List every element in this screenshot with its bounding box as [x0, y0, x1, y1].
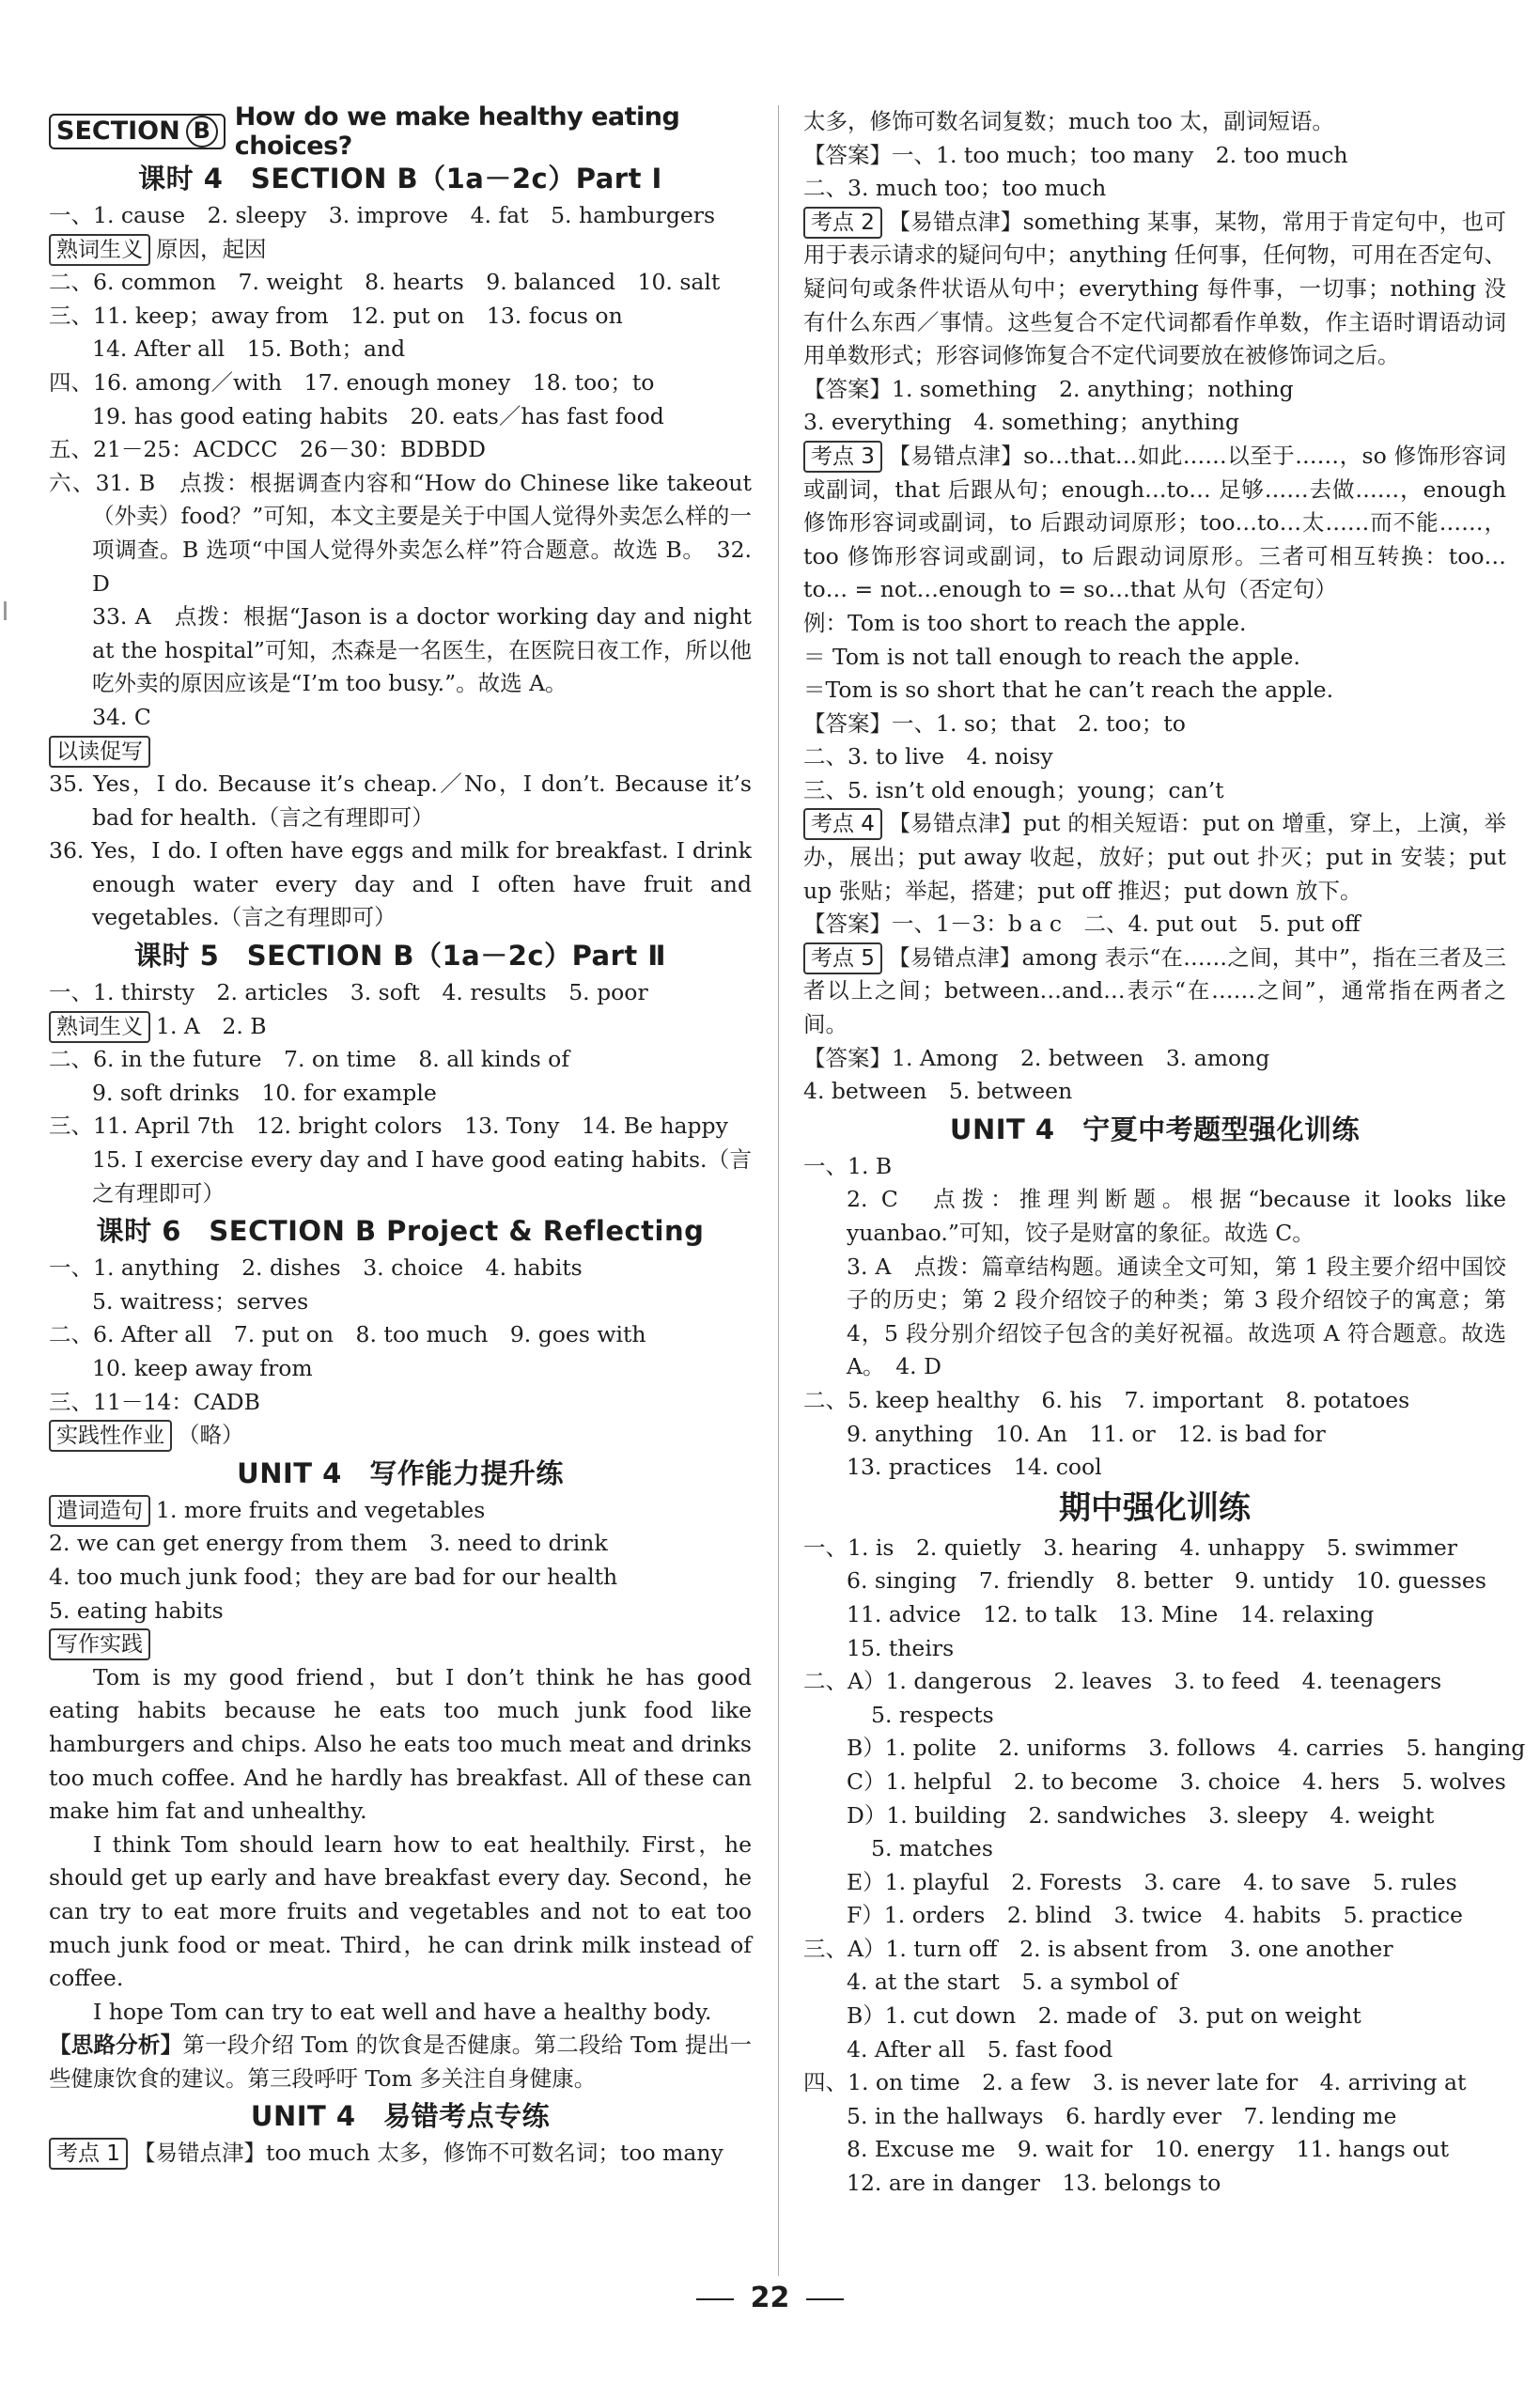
- tag-qianci: 遣词造句: [49, 1495, 150, 1527]
- answer-line: 【答案】一、1. so；that 2. too；to: [803, 709, 1186, 737]
- answer-line: 5. eating habits: [49, 1596, 224, 1624]
- answer-line: 2. we can get energy from them 3. need to drink: [49, 1530, 608, 1557]
- answer-line: 14. After all 15. Both；and: [92, 335, 406, 363]
- answer-line: 二、6. common 7. weight 8. hearts 9. balanced 10. salt: [49, 269, 721, 296]
- answer-line: 三、11. keep；away from 12. put on 13. focus on: [49, 302, 623, 329]
- answer-line: 9. anything 10. An 11. or 12. is bad for: [847, 1420, 1326, 1447]
- kaodian-1-text: 【易错点津】too much 太多，修饰不可数名词；too many: [132, 2140, 723, 2167]
- answer-line: D）1. building 2. sandwiches 3. sleepy 4. weight: [847, 1801, 1435, 1829]
- essay-paragraph: Tom is my good friend，but I don’t think he has good eating habits because he eats too much junk food like hamburgers and chips. Also he eats too much meat and drinks too much coffee. And he hardly has breakfast. All of these can make him fat and unhealthy.: [49, 1663, 752, 1825]
- answer-line: 三、5. isn’t old enough；young；can’t: [803, 776, 1224, 803]
- answer-line: [49, 1494, 752, 1528]
- kaodian-3-text: 【易错点津】so…that…如此……以至于……，so 修饰形容词或副词，that 后跟从句；enough…to… 足够……去做……，enough 修饰形容词或副词，to 后跟动词原形；too…to…太……而不能……，too 修饰形容词或副词，to 后跟动词原形。三者可相互转换：too…to… = not…enough to = so…that 从句（否定句）: [803, 442, 1506, 603]
- kaodian-2: [803, 206, 1506, 373]
- answer-line: 一、1. cause 2. sleepy 3. improve 4. fat 5. hamburgers: [49, 202, 716, 228]
- answer-line: [49, 1010, 752, 1044]
- kaodian-3-tag: 考点 3: [803, 441, 882, 473]
- answer-line: 四、1. on time 2. a few 3. is never late for 4. arriving at: [803, 2069, 1467, 2096]
- answer-line: 二、A）1. dangerous 2. leaves 3. to feed 4. teenagers: [803, 1668, 1442, 1695]
- section-label: SECTION: [56, 117, 180, 146]
- answer-line: 三、11. April 7th 12. bright colors 13. Tony 14. Be happy: [49, 1113, 728, 1140]
- answer-line: 12. are in danger 13. belongs to: [847, 2170, 1221, 2197]
- kaodian-line: [49, 2137, 752, 2171]
- answer-line: 一、1. is 2. quietly 3. hearing 4. unhappy 5. swimmer: [803, 1534, 1458, 1561]
- tag-shuci: 熟词生义: [49, 1011, 150, 1043]
- answer-text: 1. more fruits and vegetables: [156, 1496, 486, 1523]
- answer-text: 1. A 2. B: [156, 1012, 267, 1039]
- page-number: 22: [750, 2281, 790, 2314]
- answer-line: 二、6. in the future 7. on time 8. all kinds of: [49, 1046, 570, 1073]
- answer-line: 15. I exercise every day and I have good eating habits.（言之有理即可）: [92, 1146, 752, 1207]
- answer-line: 二、3. much too；too much: [803, 175, 1107, 202]
- section-badge: [49, 114, 226, 149]
- example-line: 例：Tom is too short to reach the apple.: [803, 609, 1247, 636]
- tag-shijian: 实践性作业: [49, 1420, 172, 1452]
- answer-line: [49, 1419, 752, 1453]
- essay-paragraph: I hope Tom can try to eat well and have a healthy body.: [93, 1998, 712, 2025]
- analysis-text: 第一段介绍 Tom 的饮食是否健康。第二段给 Tom 提出一些健康饮食的建议。第三段呼吁 Tom 多关注自身健康。: [49, 2032, 752, 2092]
- answer-line: 3. A 点拨：篇章结构题。通读全文可知，第 1 段主要介绍中国饺子的历史；第 2 段介绍饺子的种类；第 3 段介绍饺子的寓意；第 4，5 段分别介绍饺子包含的美好祝福。故选项 A 符合题意。故选 A。 4. D: [847, 1253, 1506, 1380]
- answer-line: 10. keep away from: [92, 1355, 313, 1381]
- answer-line: 19. has good eating habits 20. eats／has fast food: [92, 402, 664, 429]
- analysis-label: 【思路分析】: [49, 2032, 183, 2059]
- answer-line: F）1. orders 2. blind 3. twice 4. habits 5. practice: [847, 1902, 1463, 1929]
- answer-line: 二、6. After all 7. put on 8. too much 9. goes with: [49, 1321, 646, 1348]
- answer-line: 六、31. B 点拨：根据调查内容和“How do Chinese like takeout（外卖）food？”可知，本文主要是关于中国人觉得外卖怎么样的一项调查。B 选项“中国人觉得外卖怎么样”符合题意。故选 B。 32. D: [49, 469, 752, 597]
- kaodian-2-tag: 考点 2: [803, 207, 882, 239]
- midterm-title: 期中强化训练: [1059, 1488, 1251, 1527]
- answer-line: 4. too much junk food；they are bad for our health: [49, 1563, 618, 1590]
- tag-shuci: 熟词生义: [49, 234, 150, 266]
- answer-line: E）1. playful 2. Forests 3. care 4. to save 5. rules: [847, 1868, 1457, 1895]
- answer-line: 二、3. to live 4. noisy: [803, 743, 1053, 771]
- answer-line: 15. theirs: [847, 1634, 955, 1661]
- essay-paragraph: I think Tom should learn how to eat healthily. First，he should get up early and have breakfast every day. Second，he can try to eat more fruits and vegetables and not to eat too much junk food or meat. Third，he can drink milk instead of coffee.: [49, 1830, 752, 1992]
- section-header: [49, 102, 752, 161]
- answer-line: 三、11－14：CADB: [49, 1388, 260, 1415]
- section-letter: B: [186, 116, 218, 148]
- answer-line: C）1. helpful 2. to become 3. choice 4. hers 5. wolves: [847, 1767, 1506, 1795]
- answer-line: 4. After all 5. fast food: [847, 2035, 1113, 2063]
- binding-mark: [4, 601, 7, 620]
- answer-line: 9. soft drinks 10. for example: [92, 1079, 437, 1106]
- answer-line: 33. A 点拨：根据“Jason is a doctor working day and night at the hospital”可知，杰森是一名医生，在医院日夜工作，所以他吃外卖的原因应该是“I’m too busy.”。故选 A。: [92, 603, 752, 697]
- column-divider: [778, 105, 779, 2276]
- kaodian-1-cont: 太多，修饰可数名词复数；much too 太，副词短语。: [803, 108, 1334, 134]
- tag-yidu: 以读促写: [49, 736, 150, 768]
- answer-line: B）1. polite 2. uniforms 3. follows 4. carries 5. hanging: [847, 1735, 1526, 1762]
- answer-line: 5. in the hallways 6. hardly ever 7. lending me: [847, 2102, 1397, 2129]
- page-footer: [0, 2281, 1540, 2314]
- kaodian-3: [803, 440, 1506, 607]
- kaodian-5: [803, 942, 1506, 1042]
- answer-line: 一、1. anything 2. dishes 3. choice 4. habits: [49, 1254, 583, 1282]
- answer-line: [49, 233, 752, 267]
- kaodian-5-text: 【易错点津】among 表示“在……之间，其中”，指在三者及三者以上之间；between…and…表示“在……之间”，通常指在两者之间。: [803, 943, 1506, 1038]
- answer-line: 5. matches: [871, 1835, 993, 1862]
- answer-line: 一、1. B: [803, 1152, 893, 1179]
- kaodian-5-tag: 考点 5: [803, 942, 882, 974]
- answer-line: 一、1. thirsty 2. articles 3. soft 4. results 5. poor: [49, 979, 648, 1006]
- writing-title: UNIT 4 写作能力提升练: [237, 1456, 564, 1489]
- tag-line: [49, 735, 752, 769]
- footer-dash: [806, 2298, 844, 2300]
- kaodian-4-tag: 考点 4: [803, 808, 882, 840]
- answer-line: 3. everything 4. something；anything: [803, 409, 1240, 436]
- section-question: How do we make healthy eating choices?: [234, 102, 680, 161]
- answer-line: 35. Yes，I do. Because it’s cheap.／No，I don’t. Because it’s bad for health.（言之有理即可）: [49, 771, 752, 831]
- footer-dash: [696, 2298, 734, 2300]
- answer-line: 【答案】一、1－3：b a c 二、4. put out 5. put off: [803, 911, 1361, 938]
- answer-line: 4. between 5. between: [803, 1078, 1073, 1105]
- kaodian-4-text: 【易错点津】put 的相关短语：put on 增重，穿上，上演，举办，展出；put away 收起，放好；put out 扑灭；put in 安装；put up 张贴；举起，搭建；put off 推迟；put down 放下。: [803, 810, 1506, 904]
- answer-line: 34. C: [92, 703, 151, 730]
- tag-line: [49, 1627, 752, 1661]
- example-line: ＝ Tom is not tall enough to reach the apple.: [803, 643, 1300, 670]
- analysis: [49, 2029, 752, 2095]
- example-line: ＝Tom is so short that he can’t reach the apple.: [803, 677, 1334, 704]
- kaodian-1-tag: 考点 1: [49, 2138, 128, 2170]
- answer-line: 四、16. among／with 17. enough money 18. too；to: [49, 368, 655, 396]
- right-column: [803, 105, 1526, 2201]
- answer-line: 36. Yes，I do. I often have eggs and milk for breakfast. I drink enough water every day and I often have fruit and vegetables.（言之有理即可）: [49, 837, 752, 931]
- kaodian-2-text: 【易错点津】something 某事，某物，常用于肯定句中，也可用于表示请求的疑问句中；anything 任何事，任何物，可用在否定句、疑问句或条件状语从句中；everything 每件事，一切事；nothing 没有什么东西／事情。这些复合不定代词都看作单数，作主语时谓语动词用单数形式；形容词修饰复合不定代词要放在被修饰词之后。: [803, 208, 1506, 369]
- error-title: UNIT 4 易错考点专练: [250, 2100, 551, 2133]
- left-column: [49, 102, 752, 2171]
- lesson4-title: 课时 4 SECTION B（1a－2c）Part Ⅰ: [138, 163, 662, 195]
- answer-text: （略）: [178, 1422, 244, 1449]
- answer-line: 8. Excuse me 9. wait for 10. energy 11. hangs out: [847, 2136, 1450, 2163]
- answer-line: 5. respects: [871, 1701, 994, 1728]
- answer-line: 二、5. keep healthy 6. his 7. important 8. potatoes: [803, 1386, 1410, 1413]
- answer-line: 三、A）1. turn off 2. is absent from 3. one another: [803, 1935, 1393, 1962]
- answer-line: 13. practices 14. cool: [847, 1454, 1102, 1481]
- ningxia-title: UNIT 4 宁夏中考题型强化训练: [949, 1113, 1361, 1145]
- answer-line: B）1. cut down 2. made of 3. put on weight: [847, 2002, 1361, 2030]
- tag-xiezuo: 写作实践: [49, 1628, 150, 1660]
- kaodian-4: [803, 807, 1506, 908]
- answer-line: 【答案】一、1. too much；too many 2. too much: [803, 141, 1348, 168]
- answer-line: 【答案】1. something 2. anything；nothing: [803, 375, 1294, 402]
- answer-line: 五、21－25：ACDCC 26－30：BDBDD: [49, 436, 486, 463]
- answer-line: 2. C 点拨：推理判断题。根据“because it looks like yuanbao.”可知，饺子是财富的象征。故选 C。: [847, 1186, 1506, 1246]
- answer-line: 4. at the start 5. a symbol of: [847, 1969, 1178, 1996]
- answer-line: 11. advice 12. to talk 13. Mine 14. relaxing: [847, 1600, 1375, 1627]
- answer-line: 【答案】1. Among 2. between 3. among: [803, 1044, 1270, 1071]
- answer-line: 6. singing 7. friendly 8. better 9. untidy 10. guesses: [847, 1567, 1486, 1595]
- lesson5-title: 课时 5 SECTION B（1a－2c）Part Ⅱ: [134, 940, 666, 973]
- answer-line: 5. waitress；serves: [92, 1287, 309, 1315]
- lesson6-title: 课时 6 SECTION B Project & Reflecting: [96, 1215, 705, 1248]
- answer-text: 原因，起因: [156, 235, 267, 262]
